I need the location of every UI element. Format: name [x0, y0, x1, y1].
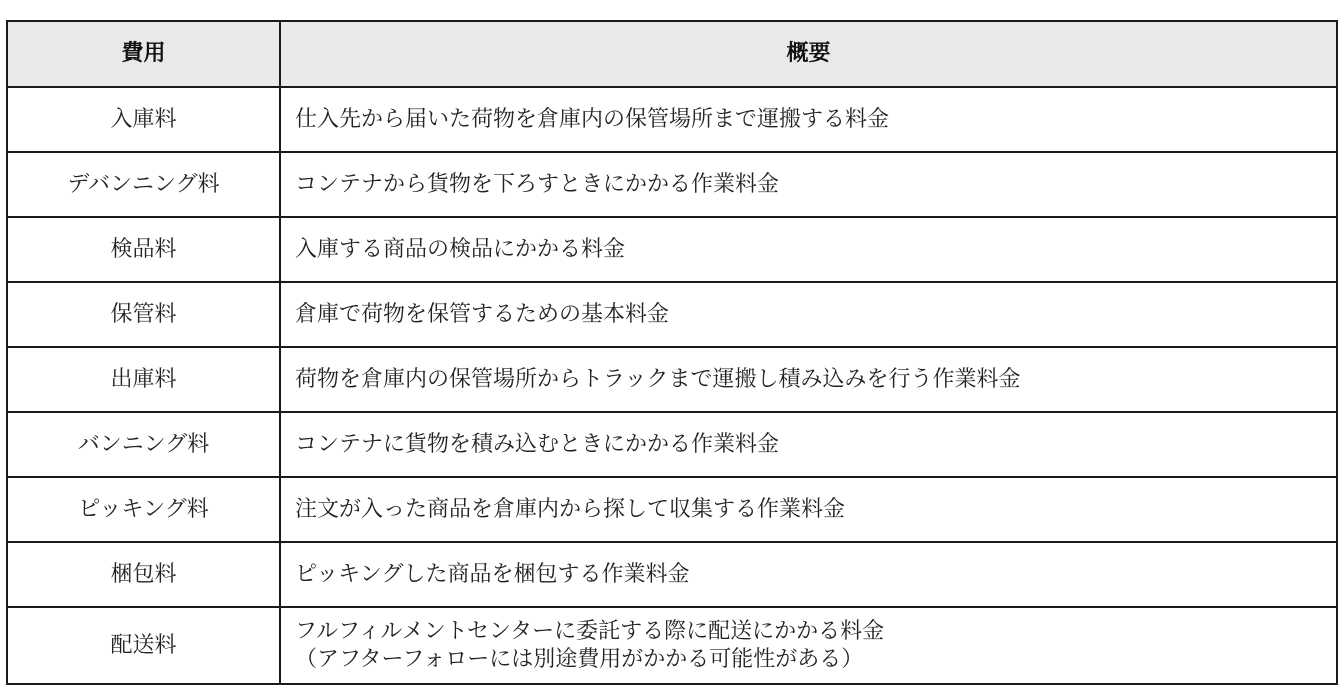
fee-name: 梱包料 [7, 542, 280, 607]
description-line: 仕入先から届いた荷物を倉庫内の保管場所まで運搬する料金 [295, 106, 890, 132]
description-line: 注文が入った商品を倉庫内から探して収集する作業料金 [295, 496, 846, 522]
fee-name: ピッキング料 [7, 477, 280, 542]
description-line: 荷物を倉庫内の保管場所からトラックまで運搬し積み込みを行う作業料金 [295, 366, 1021, 392]
table-row [7, 412, 1337, 477]
header-fee: 費用 [7, 21, 280, 87]
table-row [7, 542, 1337, 607]
fee-description [280, 282, 1337, 347]
fee-description [280, 217, 1337, 282]
description-line: 倉庫で荷物を保管するための基本料金 [295, 301, 670, 327]
description-line: コンテナから貨物を下ろすときにかかる作業料金 [295, 171, 780, 197]
fee-description [280, 412, 1337, 477]
fee-description [280, 607, 1337, 684]
fee-table [6, 20, 1338, 685]
fee-description [280, 542, 1337, 607]
header-row [7, 21, 1337, 87]
table-row [7, 217, 1337, 282]
fee-description [280, 87, 1337, 152]
fee-name: 検品料 [7, 217, 280, 282]
fee-name: デバンニング料 [7, 152, 280, 217]
fee-description [280, 152, 1337, 217]
fee-description [280, 477, 1337, 542]
table-row [7, 152, 1337, 217]
fee-name: 配送料 [7, 607, 280, 684]
table-row [7, 347, 1337, 412]
table-row [7, 607, 1337, 684]
header-summary: 概要 [280, 21, 1337, 87]
description-line: コンテナに貨物を積み込むときにかかる作業料金 [295, 431, 780, 457]
fee-name: バンニング料 [7, 412, 280, 477]
fee-name: 出庫料 [7, 347, 280, 412]
table-row [7, 282, 1337, 347]
fee-name: 保管料 [7, 282, 280, 347]
description-line: （アフターフォローには別途費用がかかる可能性がある） [295, 646, 864, 672]
fee-name: 入庫料 [7, 87, 280, 152]
table-row [7, 477, 1337, 542]
description-line: ピッキングした商品を梱包する作業料金 [295, 561, 690, 587]
table-row [7, 87, 1337, 152]
fee-description [280, 347, 1337, 412]
description-line: 入庫する商品の検品にかかる料金 [295, 236, 626, 262]
description-line: フルフィルメントセンターに委託する際に配送にかかる料金 [295, 618, 885, 644]
